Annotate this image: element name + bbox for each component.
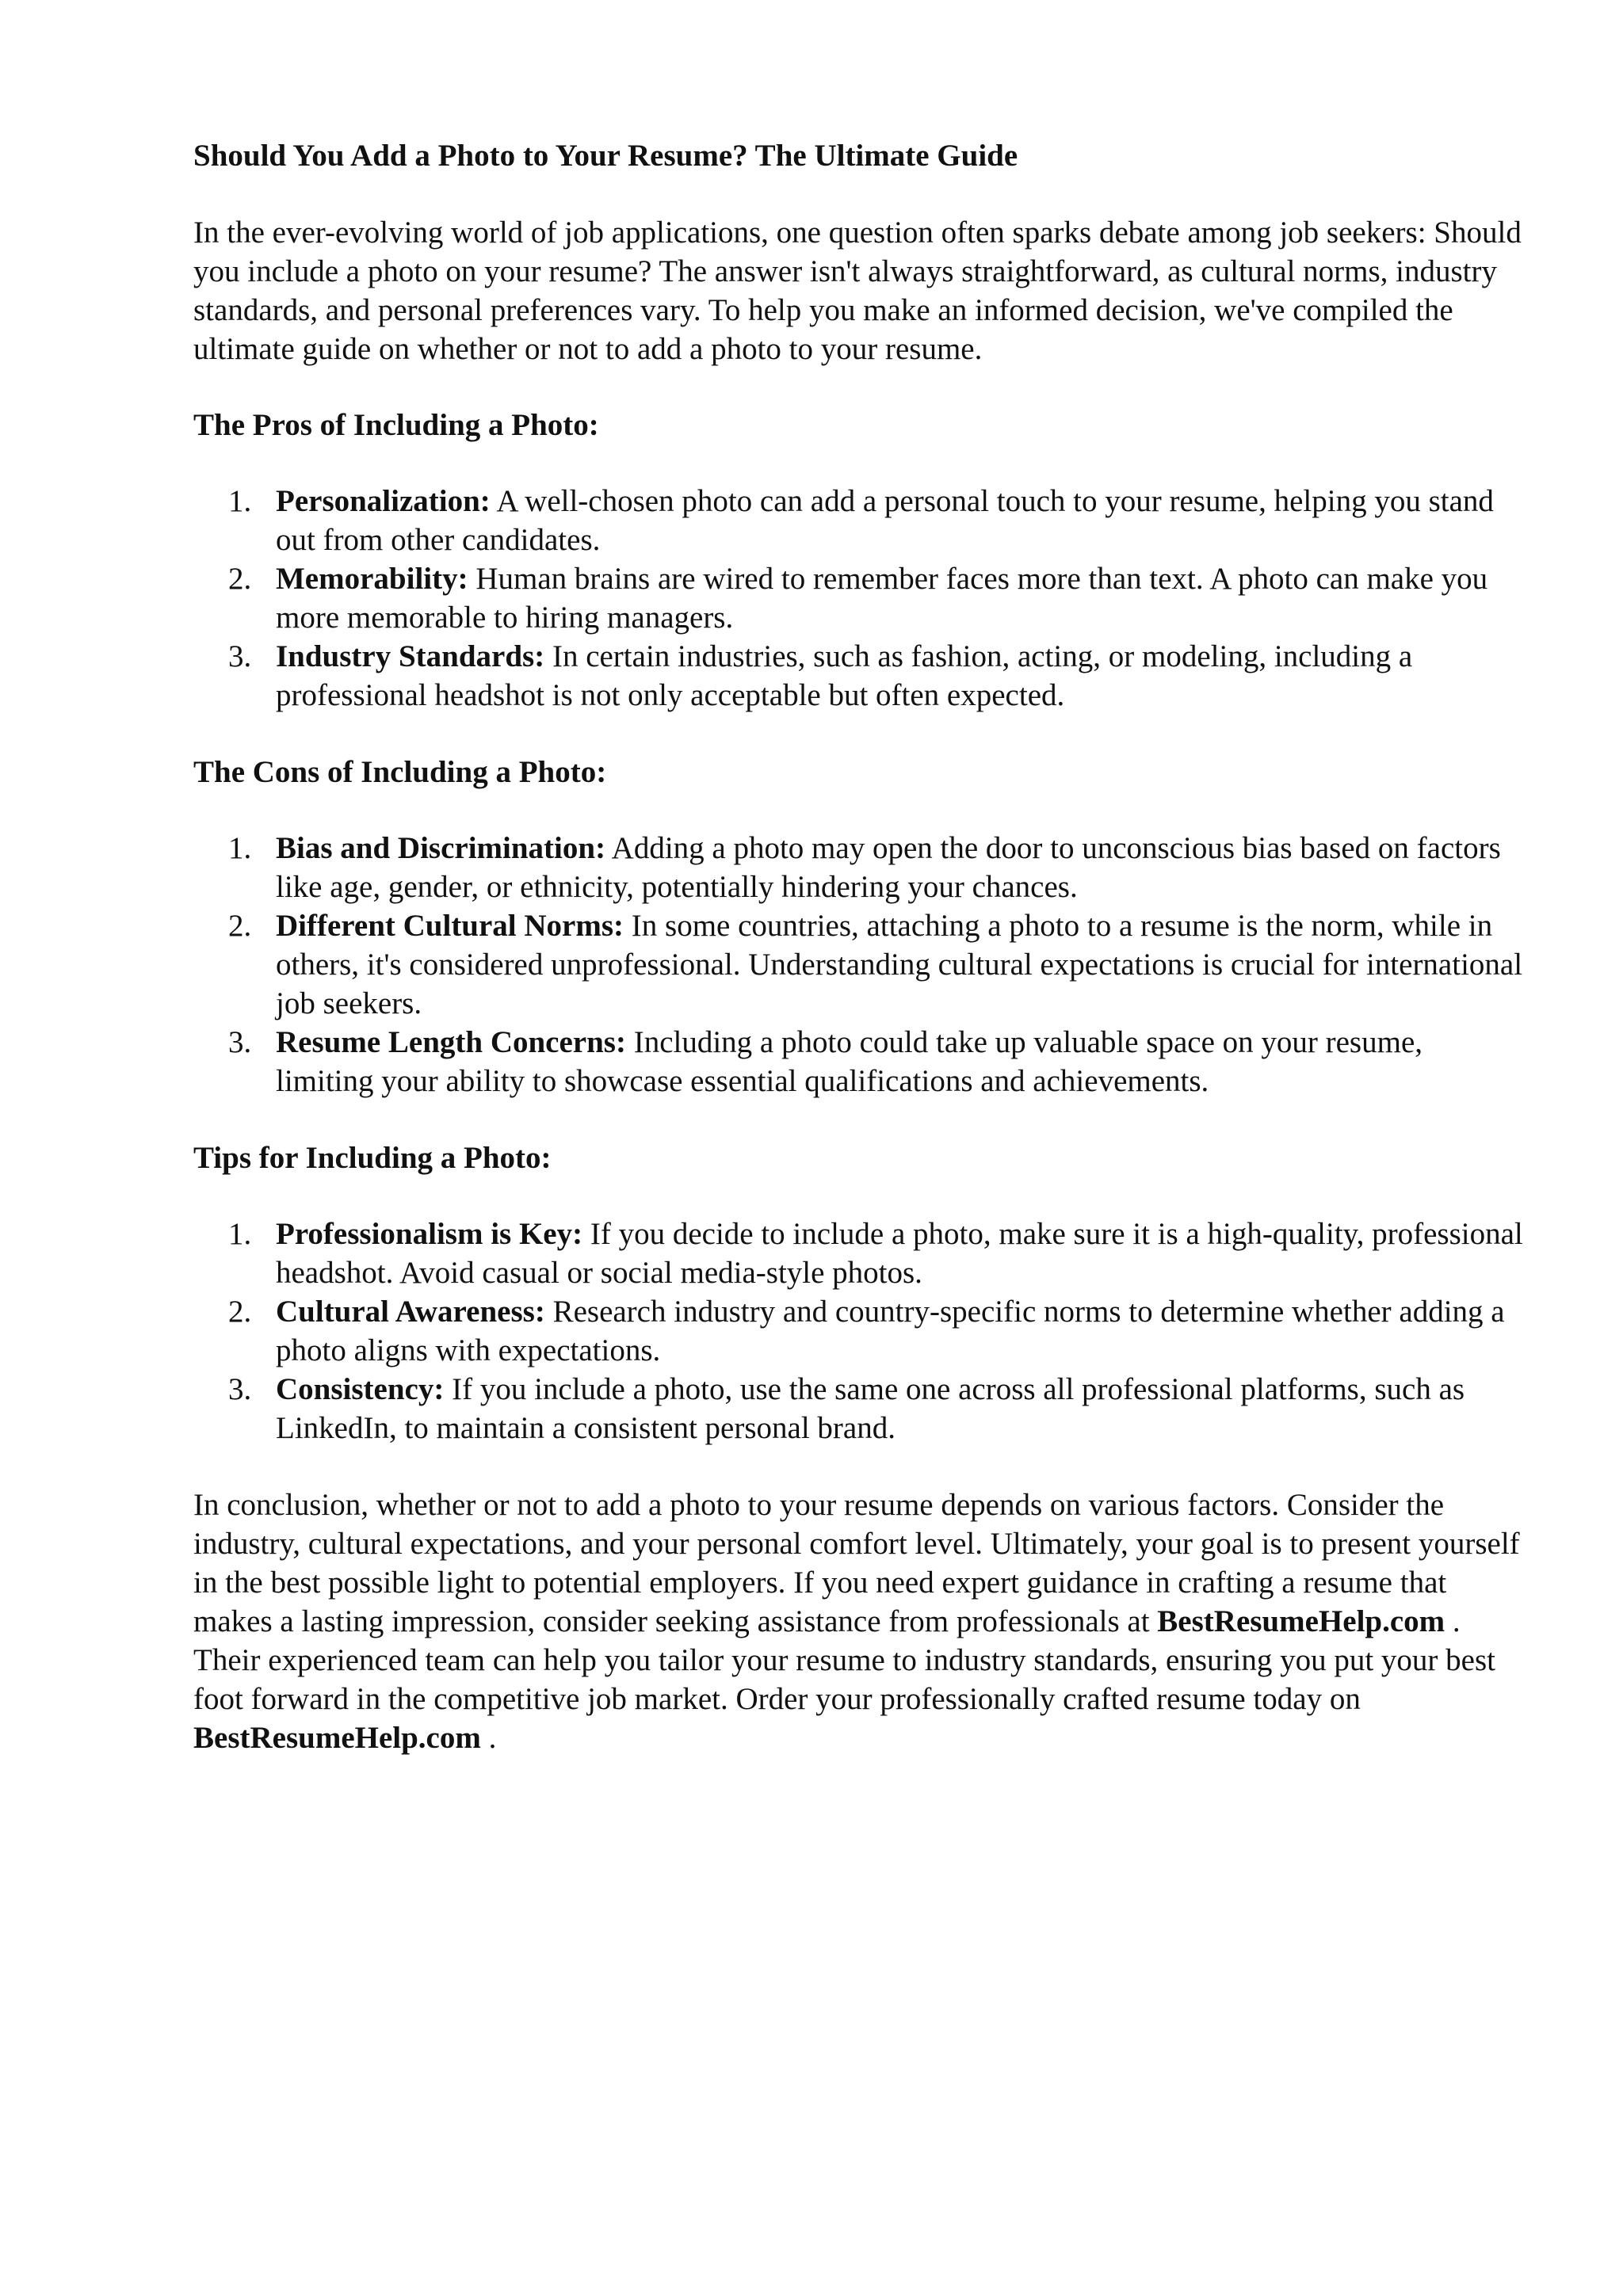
list-item-term: Personalization: [276, 484, 491, 518]
list-item-number: 3. [228, 639, 252, 673]
conclusion-text: . [480, 1721, 497, 1755]
list-item [193, 482, 1525, 559]
list-item-text: Research industry and country-specific norms to determine whether adding a photo aligns with expectations. [276, 1295, 1505, 1367]
list-item-text: If you include a photo, use the same one across all professional platforms, such as LinkedIn, to maintain a consistent personal brand. [276, 1372, 1465, 1445]
conclusion-paragraph [193, 1486, 1525, 1757]
intro-paragraph: In the ever-evolving world of job applications, one question often sparks debate among job seekers: Should you include a photo on your resume? The answer isn't always straightforward, as cultural norms, industry standards, and personal preferences vary. To help you make an informed decision, we've compiled the ultimate guide on whether or not to add a photo to your resume. [193, 215, 1522, 366]
list-item [193, 637, 1525, 715]
list-item-term: Bias and Discrimination: [276, 831, 606, 865]
list-item [193, 1292, 1525, 1370]
list-item-number: 3. [228, 1025, 252, 1059]
list-item-text: A well-chosen photo can add a personal touch to your resume, helping you stand out from other candidates. [276, 484, 1494, 557]
tips-heading: Tips for Including a Photo: [193, 1141, 552, 1175]
list-item-text: Human brains are wired to remember faces more than text. A photo can make you more memorable to hiring managers. [276, 562, 1488, 635]
brand-name: BestResumeHelp.com [1157, 1604, 1445, 1638]
conclusion-text: . Their experienced team can help you tailor your resume to industry standards, ensuring you put your best foot forward in the competitive job market. Order your professionally crafted resume today on [193, 1604, 1495, 1716]
conclusion-text: In conclusion, whether or not to add a photo to your resume depends on various factors. Consider the industry, cultural expectations, and your personal comfort level. Ultimately, your goal is to present yourself in the best possible light to potential employers. If you need expert guidance in crafting a resume that makes a lasting impression, consider seeking assistance from professionals at [193, 1488, 1520, 1638]
list-item-number: 2. [228, 909, 252, 943]
list-item [193, 829, 1525, 906]
list-item-number: 1. [228, 831, 252, 865]
cons-heading: The Cons of Including a Photo: [193, 755, 607, 789]
list-item-number: 2. [228, 562, 252, 596]
list-item-number: 2. [228, 1295, 252, 1329]
list-item [193, 906, 1525, 1023]
list-item-term: Cultural Awareness: [276, 1295, 545, 1329]
list-item-text: If you decide to include a photo, make sure it is a high-quality, professional headshot. Avoid casual or social media-style photos. [276, 1217, 1523, 1290]
list-item-text: Including a photo could take up valuable space on your resume, limiting your ability to showcase essential qualifications and achievements. [276, 1025, 1423, 1098]
document-page [193, 136, 1525, 1794]
list-item-term: Different Cultural Norms: [276, 909, 624, 943]
list-item-term: Consistency: [276, 1372, 445, 1406]
list-item [193, 559, 1525, 637]
pros-heading: The Pros of Including a Photo: [193, 408, 599, 442]
list-item-number: 1. [228, 484, 252, 518]
brand-name: BestResumeHelp.com [193, 1721, 481, 1755]
tips-list [193, 1215, 1525, 1447]
document-title: Should You Add a Photo to Your Resume? The Ultimate Guide [193, 139, 1018, 173]
list-item-term: Professionalism is Key: [276, 1217, 583, 1251]
list-item [193, 1023, 1525, 1100]
list-item-term: Memorability: [276, 562, 468, 596]
list-item-text: Adding a photo may open the door to unconscious bias based on factors like age, gender, or ethnicity, potentially hindering your chances. [276, 831, 1501, 904]
list-item [193, 1370, 1525, 1447]
list-item-number: 1. [228, 1217, 252, 1251]
list-item [193, 1215, 1525, 1292]
list-item-text: In certain industries, such as fashion, acting, or modeling, including a professional headshot is not only acceptable but often expected. [276, 639, 1413, 712]
list-item-text: In some countries, attaching a photo to a resume is the norm, while in others, it's considered unprofessional. Understanding cultural expectations is crucial for international job seekers. [276, 909, 1523, 1020]
pros-list [193, 482, 1525, 715]
list-item-term: Resume Length Concerns: [276, 1025, 626, 1059]
list-item-term: Industry Standards: [276, 639, 545, 673]
cons-list [193, 829, 1525, 1100]
list-item-number: 3. [228, 1372, 252, 1406]
